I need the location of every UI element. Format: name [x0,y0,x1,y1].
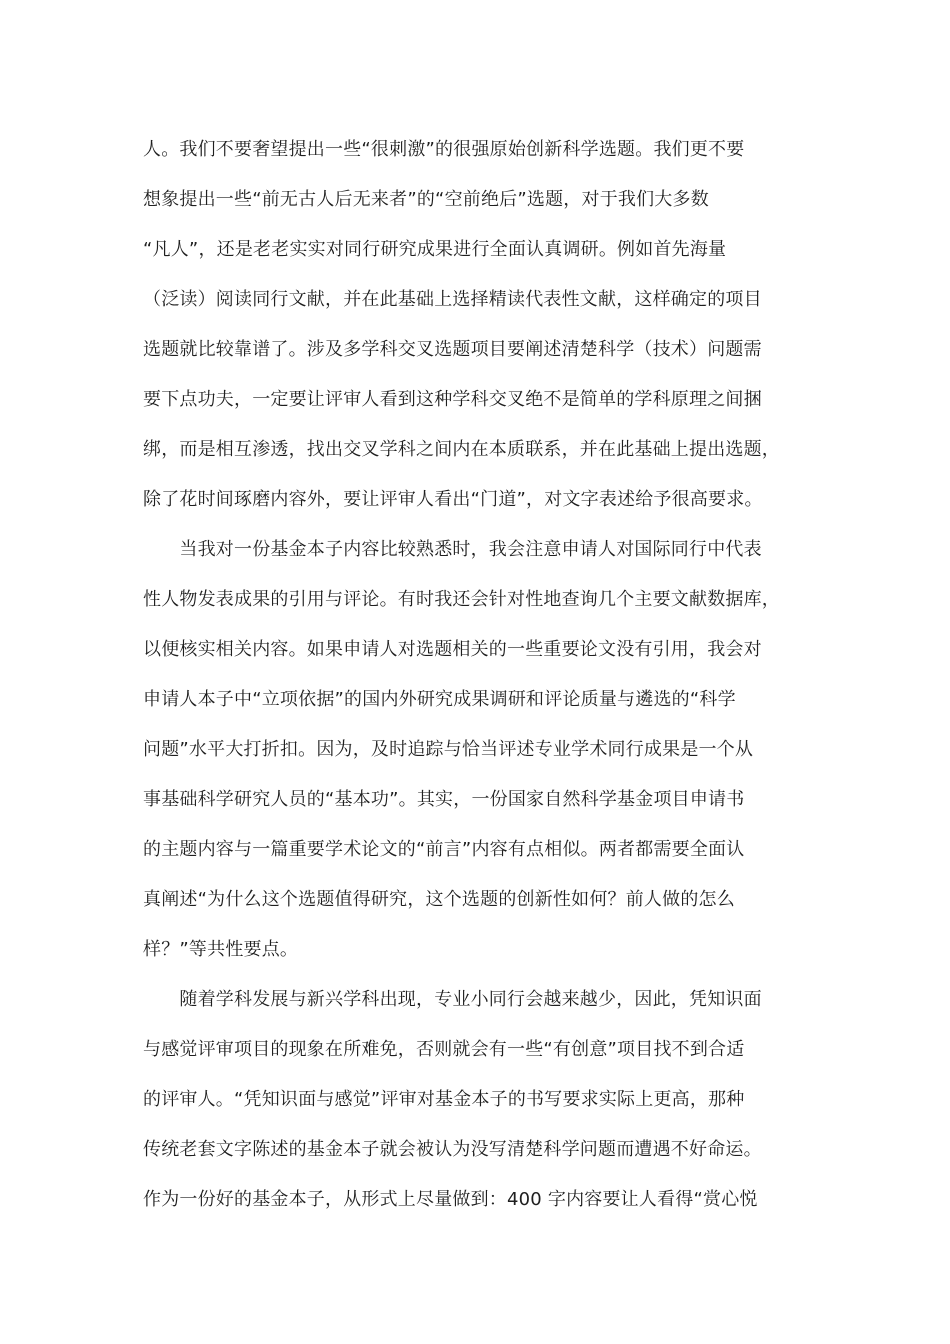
paragraph-start-line: 随着学科发展与新兴学科出现，专业小同行会越来越少，因此，凭知识面 [143,989,762,1010]
text-line: 作为一份好的基金本子，从形式上尽量做到：400 字内容要让人看得“赏心悦 [143,1189,758,1210]
text-line: 的评审人。“凭知识面与感觉”评审对基金本子的书写要求实际上更高，那种 [143,1089,745,1110]
text-line: 除了花时间琢磨内容外，要让评审人看出“门道”，对文字表述给予很高要求。 [143,489,763,510]
text-line: 人。我们不要奢望提出一些“很刺激”的很强原始创新科学选题。我们更不要 [143,139,745,160]
text-line: 与感觉评审项目的现象在所难免，否则就会有一些“有创意”项目找不到合适 [143,1039,745,1060]
text-line: 传统老套文字陈述的基金本子就会被认为没写清楚科学问题而遭遇不好命运。 [143,1139,762,1160]
text-line: 的主题内容与一篇重要学术论文的“前言”内容有点相似。两者都需要全面认 [143,839,745,860]
text-line: 以便核实相关内容。如果申请人对选题相关的一些重要论文没有引用，我会对 [143,639,762,660]
text-line: 绑，而是相互渗透，找出交叉学科之间内在本质联系，并在此基础上提出选题， [143,439,780,460]
text-line: 选题就比较靠谱了。涉及多学科交叉选题项目要阐述清楚科学（技术）问题需 [143,339,762,360]
body-text [143,130,808,1230]
text-line: 真阐述“为什么这个选题值得研究，这个选题的创新性如何？前人做的怎么 [143,889,735,910]
text-line: 性人物发表成果的引用与评论。有时我还会针对性地查询几个主要文献数据库， [143,589,780,610]
text-line: “凡人”，还是老老实实对同行研究成果进行全面认真调研。例如首先海量 [143,239,727,260]
text-line: 申请人本子中“立项依据”的国内外研究成果调研和评论质量与遴选的“科学 [143,689,736,710]
text-line: 要下点功夫，一定要让评审人看到这种学科交叉绝不是简单的学科原理之间捆 [143,389,762,410]
text-line: 样？”等共性要点。 [143,939,299,960]
text-line: 问题”水平大打折扣。因为，及时追踪与恰当评述专业学术同行成果是一个从 [143,739,754,760]
text-line: 事基础科学研究人员的“基本功”。其实，一份国家自然科学基金项目申请书 [143,789,745,810]
text-line: （泛读）阅读同行文献，并在此基础上选择精读代表性文献，这样确定的项目 [143,289,762,310]
text-line: 想象提出一些“前无古人后无来者”的“空前绝后”选题，对于我们大多数 [143,189,709,210]
paragraph-start-line: 当我对一份基金本子内容比较熟悉时，我会注意申请人对国际同行中代表 [143,539,762,560]
